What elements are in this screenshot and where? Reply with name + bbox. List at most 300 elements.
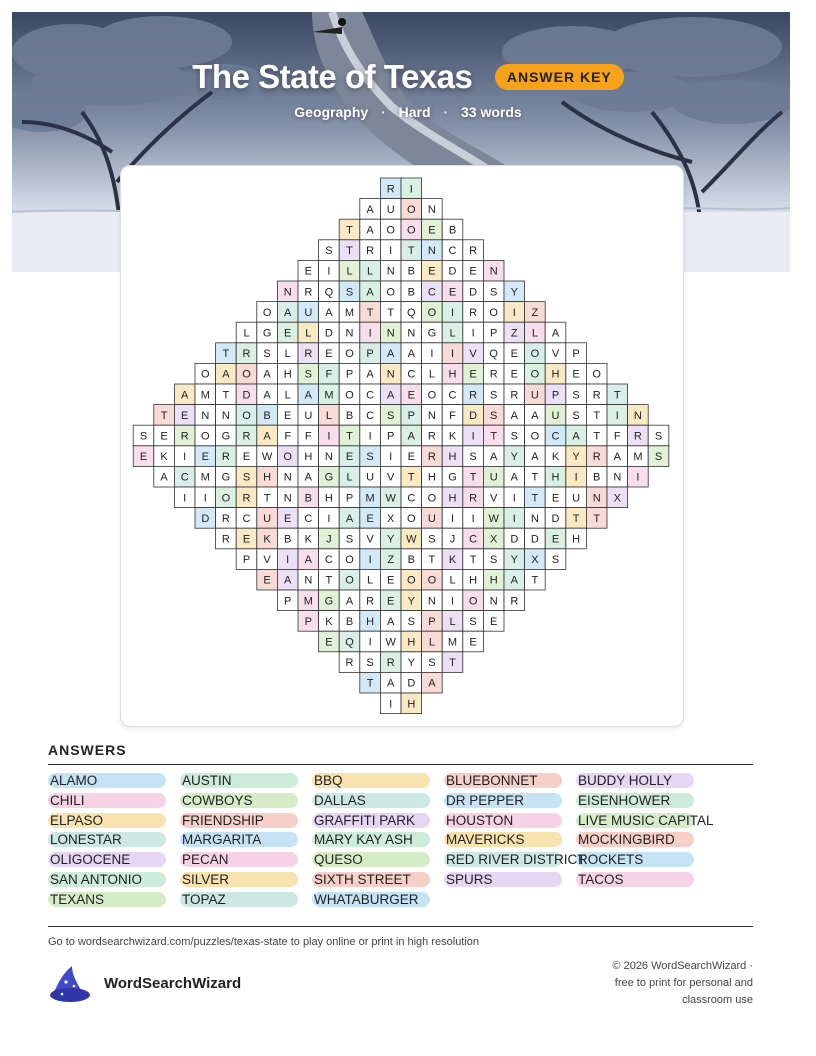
grid-letter: K [263, 533, 271, 546]
grid-letter: I [389, 245, 393, 258]
grid-letter: I [430, 348, 434, 361]
grid-letter: I [286, 554, 290, 567]
grid-letter: R [221, 533, 230, 546]
grid-letter: C [324, 554, 333, 567]
grid-letter: I [203, 492, 207, 505]
grid-letter: I [327, 430, 331, 443]
grid-letter: L [346, 265, 353, 278]
grid-letter: O [407, 203, 416, 216]
grid-letter: R [469, 245, 478, 258]
grid-letter: A [160, 471, 168, 484]
grid-letter: I [450, 595, 455, 608]
grid-letter: H [407, 698, 416, 711]
grid-letter: M [365, 492, 375, 505]
grid-letter: D [407, 677, 416, 690]
grid-letter: I [389, 698, 393, 711]
grid-letter: R [242, 492, 251, 505]
grid-letter: N [283, 492, 292, 505]
grid-letter: A [345, 595, 354, 608]
grid-letter: E [201, 451, 209, 464]
grid-letter: E [242, 533, 251, 546]
grid-letter: P [284, 595, 292, 608]
grid-letter: T [222, 389, 230, 402]
answer-word [48, 871, 144, 888]
grid-letter: R [469, 306, 478, 319]
grid-letter: Y [407, 657, 415, 670]
grid-letter: E [428, 224, 436, 237]
grid-letter: H [283, 368, 292, 381]
grid-letter: O [407, 224, 416, 237]
grid-letter: R [510, 389, 519, 402]
grid-letter: E [510, 368, 518, 381]
grid-letter: R [386, 183, 395, 196]
grid-letter: I [409, 183, 413, 196]
grid-letter: A [284, 306, 292, 319]
grid-letter: R [221, 512, 230, 525]
answer-word [312, 812, 417, 829]
grid-letter: T [387, 306, 395, 319]
answer-word-label: ELPASO [50, 812, 104, 828]
grid-letter: K [448, 430, 457, 443]
grid-letter: N [304, 574, 313, 587]
grid-letter: P [407, 409, 415, 422]
answer-word [312, 831, 415, 848]
grid-letter: O [489, 306, 498, 319]
grid-letter: B [345, 615, 354, 628]
grid-letter: C [366, 409, 375, 422]
answer-word-label: PECAN [182, 852, 229, 868]
grid-letter: F [325, 368, 333, 381]
grid-letter: A [407, 348, 415, 361]
grid-letter: Z [387, 554, 395, 567]
grid-letter: P [387, 430, 395, 443]
grid-letter: E [428, 265, 436, 278]
grid-letter: N [407, 327, 416, 340]
grid-letter: B [593, 471, 601, 484]
grid-letter: L [531, 327, 538, 340]
grid-letter: N [427, 203, 436, 216]
grid-letter: C [448, 245, 457, 258]
answer-word [444, 792, 526, 809]
answer-word-label: BBQ [314, 773, 343, 788]
grid-letter: I [512, 492, 516, 505]
wizard-hat-logo [48, 964, 94, 1009]
answer-word [576, 831, 677, 848]
grid-letter: N [427, 245, 436, 258]
answer-word-label: TOPAZ [182, 891, 226, 907]
answer-word [444, 812, 515, 829]
grid-letter: I [389, 451, 393, 464]
grid-letter: D [510, 533, 519, 546]
grid-letter: H [551, 471, 560, 484]
grid-letter: Z [510, 327, 518, 340]
grid-letter: U [366, 471, 375, 484]
grid-letter: T [222, 348, 230, 361]
answer-word-label: MARY KAY ASH [314, 832, 413, 848]
grid-letter: X [613, 492, 621, 505]
grid-letter: T [531, 471, 539, 484]
grid-letter: Y [510, 451, 518, 464]
grid-letter: T [325, 574, 333, 587]
grid-letter: S [510, 430, 518, 443]
grid-letter: O [262, 306, 272, 319]
grid-letter: B [407, 554, 415, 567]
grid-letter: G [427, 327, 437, 340]
grid-letter: D [551, 512, 560, 525]
grid-letter: X [490, 533, 498, 546]
grid-letter: N [489, 265, 498, 278]
grid-letter: E [325, 636, 333, 649]
grid-letter: I [574, 471, 578, 484]
grid-letter: I [327, 512, 331, 525]
grid-letter: W [261, 451, 273, 464]
grid-letter: N [201, 409, 210, 422]
grid-letter: H [572, 533, 581, 546]
grid-letter: I [327, 265, 331, 278]
grid-letter: G [448, 471, 457, 484]
answer-word-label: LIVE MUSIC CAPITAL [578, 812, 714, 828]
grid-letter: O [407, 574, 416, 587]
grid-letter: Y [572, 451, 580, 464]
grid-letter: R [242, 430, 251, 443]
grid-letter: O [345, 389, 354, 402]
grid-letter: U [263, 512, 272, 525]
answer-word [180, 831, 263, 848]
grid-letter: M [200, 471, 210, 484]
grid-letter: A [490, 451, 498, 464]
grid-letter: E [469, 265, 477, 278]
answer-word [48, 812, 105, 829]
grid-letter: I [512, 512, 516, 525]
grid-letter: E [284, 327, 292, 340]
difficulty-label: Hard [398, 104, 431, 120]
grid-letter: L [449, 574, 456, 587]
grid-letter: S [490, 286, 498, 299]
grid-letter: A [345, 512, 354, 525]
grid-letter: Q [324, 286, 334, 299]
grid-letter: O [386, 286, 395, 299]
grid-letter: A [304, 471, 312, 484]
grid-letter: S [304, 368, 312, 381]
grid-letter: H [263, 471, 272, 484]
grid-letter: I [636, 471, 640, 484]
grid-letter: A [366, 224, 374, 237]
grid-letter: Y [387, 533, 395, 546]
grid-letter: A [531, 409, 539, 422]
grid-letter: L [449, 327, 456, 340]
grid-letter: G [324, 595, 334, 608]
grid-letter: P [572, 348, 580, 361]
grid-letter: U [427, 512, 436, 525]
grid-letter: Q [407, 306, 416, 319]
grid-letter: I [450, 348, 455, 361]
grid-letter: L [449, 615, 456, 628]
grid-letter: L [367, 265, 374, 278]
grid-letter: E [490, 615, 498, 628]
grid-letter: S [263, 348, 271, 361]
grid-letter: S [469, 615, 477, 628]
grid-letter: K [448, 554, 457, 567]
grid-letter: A [263, 430, 271, 443]
answer-word [180, 812, 266, 829]
grid-letter: V [469, 348, 477, 361]
grid-letter: A [366, 286, 374, 299]
grid-letter: R [242, 348, 251, 361]
grid-letter: Q [489, 348, 498, 361]
grid-letter: C [427, 286, 436, 299]
grid-letter: W [385, 492, 396, 505]
grid-letter: I [471, 512, 475, 525]
grid-letter: O [427, 492, 437, 505]
grid-letter: E [551, 533, 560, 546]
answer-word-label: MAVERICKS [446, 832, 525, 848]
grid-letter: C [407, 492, 416, 505]
grid-letter: R [489, 368, 498, 381]
answer-word [312, 871, 413, 888]
grid-letter: E [366, 512, 374, 525]
grid-letter: R [427, 430, 436, 443]
grid-letter: A [387, 615, 395, 628]
grid-letter: H [366, 615, 375, 628]
grid-letter: S [654, 430, 663, 443]
grid-letter: R [427, 451, 436, 464]
grid-letter: E [284, 512, 292, 525]
grid-letter: Z [531, 306, 539, 319]
grid-letter: E [407, 451, 415, 464]
grid-letter: O [407, 512, 416, 525]
grid-letter: P [345, 492, 354, 505]
grid-letter: U [489, 471, 498, 484]
answer-word [180, 772, 234, 789]
answer-word-label: LONESTAR [50, 832, 122, 848]
grid-letter: O [427, 574, 437, 587]
grid-letter: S [572, 389, 580, 402]
grid-letter: T [593, 512, 601, 525]
grid-letter: N [386, 265, 395, 278]
grid-letter: S [407, 615, 415, 628]
grid-letter: C [242, 512, 251, 525]
grid-letter: T [346, 245, 353, 258]
grid-letter: W [488, 512, 499, 525]
grid-letter: A [613, 451, 621, 464]
grid-letter: L [284, 389, 291, 402]
answer-word [180, 871, 231, 888]
grid-letter: T [263, 492, 271, 505]
grid-letter: D [469, 286, 478, 299]
grid-letter: A [428, 677, 436, 690]
answer-word [576, 851, 645, 868]
answer-word-label: MOCKINGBIRD [578, 832, 675, 848]
grid-letter: S [366, 451, 374, 464]
grid-letter: H [427, 471, 436, 484]
grid-letter: Y [407, 595, 415, 608]
grid-letter: N [427, 595, 436, 608]
grid-letter: B [407, 265, 415, 278]
grid-letter: T [160, 409, 168, 422]
grid-letter: T [593, 430, 601, 443]
grid-letter: A [181, 389, 189, 402]
grid-letter: I [471, 430, 475, 443]
grid-letter: A [263, 368, 271, 381]
grid-letter: E [387, 574, 395, 587]
copyright-notice [533, 958, 753, 1009]
grid-letter: Q [345, 636, 354, 649]
answer-word [576, 812, 716, 829]
answer-word-label: TACOS [578, 872, 624, 887]
grid-letter: A [263, 389, 271, 402]
grid-letter: N [427, 409, 436, 422]
grid-letter: V [366, 533, 374, 546]
grid-letter: T [531, 574, 539, 587]
answer-word [576, 871, 626, 888]
answer-word-label: DR PEPPER [446, 792, 525, 808]
grid-letter: N [530, 512, 539, 525]
grid-letter: E [242, 451, 251, 464]
grid-letter: R [592, 389, 601, 402]
grid-letter: E [284, 409, 292, 422]
grid-letter: D [448, 265, 457, 278]
grid-letter: A [325, 306, 333, 319]
grid-letter: S [345, 286, 354, 299]
grid-letter: I [471, 327, 475, 340]
grid-letter: V [387, 471, 395, 484]
grid-letter: B [345, 409, 354, 422]
answer-word-label: SIXTH STREET [314, 872, 411, 887]
grid-letter: S [490, 409, 498, 422]
grid-letter: S [572, 409, 580, 422]
grid-letter: R [386, 657, 395, 670]
grid-letter: L [305, 327, 312, 340]
grid-letter: E [263, 574, 271, 587]
grid-letter: R [510, 595, 519, 608]
grid-letter: R [304, 348, 313, 361]
answer-word-label: FRIENDSHIP [182, 812, 264, 828]
grid-letter: T [366, 677, 374, 690]
grid-letter: F [284, 430, 292, 443]
grid-letter: O [427, 389, 437, 402]
grid-letter: O [201, 368, 210, 381]
grid-letter: S [387, 409, 395, 422]
grid-letter: D [324, 327, 333, 340]
grid-letter: T [469, 554, 477, 567]
grid-letter: U [304, 306, 313, 319]
grid-letter: F [449, 409, 456, 422]
answer-word [48, 851, 132, 868]
grid-letter: L [325, 409, 332, 422]
grid-letter: B [448, 224, 457, 237]
grid-letter: O [283, 451, 292, 464]
copyright-line: classroom use [682, 994, 753, 1006]
answer-word-label: GRAFFITI PARK [314, 812, 416, 828]
grid-letter: A [551, 327, 560, 340]
grid-letter: E [160, 430, 168, 443]
answer-word [576, 792, 672, 809]
answer-word [180, 851, 231, 868]
grid-letter: A [572, 430, 580, 443]
grid-letter: L [284, 348, 291, 361]
answer-word-label: EISENHOWER [578, 792, 671, 808]
answers-heading: ANSWERS [48, 742, 127, 758]
grid-letter: C [469, 533, 478, 546]
grid-letter: C [551, 430, 560, 443]
grid-letter: H [407, 636, 416, 649]
grid-letter: O [201, 430, 210, 443]
grid-letter: J [326, 533, 332, 546]
grid-letter: S [654, 451, 663, 464]
grid-letter: A [510, 471, 518, 484]
grid-letter: A [387, 677, 395, 690]
grid-letter: H [324, 492, 333, 505]
grid-letter: S [490, 554, 498, 567]
grid-letter: E [469, 636, 477, 649]
grid-letter: S [345, 533, 354, 546]
grid-letter: U [551, 409, 560, 422]
grid-letter: K [551, 451, 560, 464]
grid-letter: I [368, 636, 372, 649]
grid-letter: S [551, 554, 560, 567]
grid-letter: I [368, 554, 372, 567]
grid-letter: N [489, 595, 498, 608]
grid-letter: P [242, 554, 251, 567]
divider [48, 764, 753, 765]
grid-letter: O [530, 430, 540, 443]
answer-word-label: HOUSTON [446, 812, 514, 828]
grid-letter: E [572, 368, 580, 381]
grid-letter: B [304, 492, 312, 505]
answer-word [180, 891, 228, 908]
grid-letter: R [633, 430, 642, 443]
grid-letter: N [345, 327, 354, 340]
grid-letter: P [428, 615, 436, 628]
grid-letter: E [510, 348, 518, 361]
grid-letter: N [613, 471, 622, 484]
grid-letter: C [366, 389, 375, 402]
answer-word [444, 871, 495, 888]
grid-letter: I [450, 306, 455, 319]
grid-letter: K [160, 451, 168, 464]
grid-letter: E [139, 451, 148, 464]
grid-letter: N [221, 409, 230, 422]
grid-letter: S [469, 451, 477, 464]
grid-letter: I [368, 327, 372, 340]
brand-name: WordSearchWizard [104, 975, 242, 992]
grid-letter: U [530, 389, 539, 402]
grid-letter: Y [510, 286, 518, 299]
grid-letter: M [633, 451, 643, 464]
answer-word-label: BUDDY HOLLY [578, 773, 673, 788]
grid-letter: A [304, 554, 312, 567]
grid-letter: B [284, 533, 292, 546]
grid-letter: E [469, 368, 477, 381]
grid-letter: U [572, 492, 581, 505]
grid-letter: H [551, 368, 560, 381]
grid-letter: B [407, 286, 415, 299]
grid-letter: I [183, 492, 187, 505]
grid-letter: H [469, 574, 478, 587]
grid-letter: N [592, 492, 601, 505]
grid-letter: U [304, 409, 313, 422]
grid-letter: F [613, 430, 621, 443]
grid-letter: T [366, 306, 374, 319]
grid-letter: A [284, 574, 292, 587]
footer-link[interactable]: Go to wordsearchwizard.com/puzzles/texas-state to play online or print in high resolution [48, 936, 480, 948]
grid-letter: R [221, 451, 230, 464]
grid-letter: P [345, 368, 354, 381]
grid-letter: I [183, 451, 187, 464]
grid-letter: L [428, 368, 435, 381]
grid-letter: V [551, 348, 560, 361]
copyright-line: © 2026 WordSearchWizard · [612, 960, 753, 972]
